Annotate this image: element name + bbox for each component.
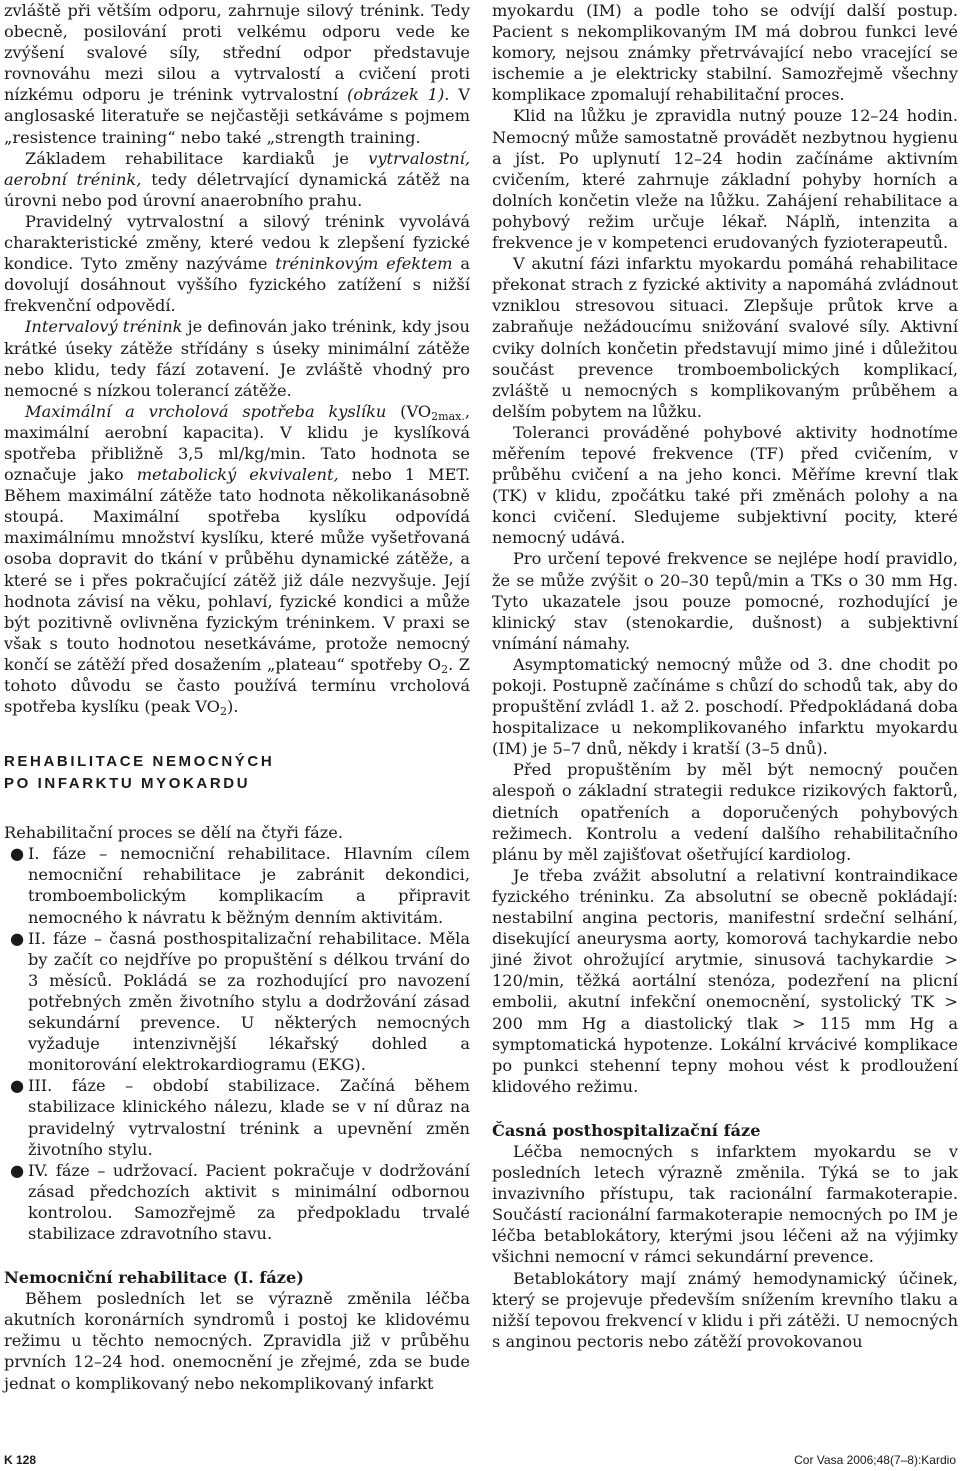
paragraph: Pro určení tepové frekvence se nejlépe hodí pravidlo, že se může zvýšit o 20–30 tepů/min a TKs o 30 mm Hg. Tyto ukazatele jsou pouze pomocné, rozhodující je klinický stav (stenokardie, dušnost) a subjektivní vnímání námahy. [492, 549, 958, 653]
right-column [492, 0, 958, 1352]
paragraph: Rehabilitační proces se dělí na čtyři fáze. [4, 823, 344, 843]
paragraph: myokardu (IM) a podle toho se odvíjí další postup. Pacient s nekomplikovaným IM má dobrou funkci levé komory, nejsou známky přetrvávající nebo vracející se ischemie a je elektricky stabilní. Samozřejmě všechny komplikace zpomalují rehabilitační proces. [492, 1, 958, 105]
list-item: ● III. fáze – období stabilizace. Začíná během stabilizace klinického nálezu, klade se v ní důraz na pravidelný vytrvalostní trénink a upevnění změn životního stylu. [10, 1076, 470, 1159]
list-item: ● II. fáze – časná posthospitalizační rehabilitace. Měla by začít co nejdříve po propuštění s délkou trvání do 3 měsíců. Pokládá se za rozhodující pro navození potřebných změn životního stylu a dodržování zásad sekundární prevence. U některých nemocných vyžaduje intenzivnější lékařský dohled a monitorování elektrokardiogramu (EKG). [10, 928, 470, 1075]
list-item: ● IV. fáze – udržovací. Pacient pokračuje v dodržování zásad předchozích aktivit s minimální odbornou kontrolou. Samozřejmě za předpokladu trvalé stabilizace zdravotního stavu. [10, 1160, 470, 1243]
paragraph: Je třeba zvážit absolutní a relativní kontraindikace fyzického tréninku. Za absolutní se obecně pokládají: nestabilní angina pectoris, manifestní srdeční selhání, disekující aneurysma aorty, komorová tachykardie nebo jiné život ohrožující arytmie, sinusová tachykardie > 120/min, těžká aortální stenóza, podezření na plicní embolii, akutní infekční onemocnění, systolický TK > 200 mm Hg a diastolický tlak > 115 mm Hg a symptomatická hypotenze. Lokální krvácivé komplikace po punkci stehenní tepny mohou vést k prodloužení klidového režimu. [492, 865, 958, 1096]
paragraph: Asymptomatický nemocný může od 3. dne chodit po pokoji. Postupně začínáme s chůzí do schodů tak, aby do propuštění zvládl 1. až 2. poschodí. Předpokládaná doba hospitalizace u nekomplikovaného infarktu myokardu (IM) je 5–7 dnů, někdy i kratší (3–5 dnů). [492, 654, 958, 759]
paragraph: Betablokátory mají známý hemodynamický účinek, který se projevuje především snížením krevního tlaku a nižší tepovou frekvencí v klidu i při zátěži. U nemocných s anginou pectoris nebo zátěží provokovanou [492, 1268, 958, 1351]
subsection-heading: Časná posthospitalizační fáze [492, 1120, 761, 1140]
paragraph: Intervalový trénink je definován jako trénink, kdy jsou krátké úseky zátěže střídány s úseky minimální zátěže nebo klidu, tedy fází zotavení. Je zvláště vhodný pro nemocné s nízkou tolerancí zátěže. [4, 317, 470, 400]
paragraph: Během posledních let se výrazně změnila léčba akutních koronárních syndromů i postoj ke klidovému režimu u těchto nemocných. Zpravidla již v průběhu prvních 12–24 hod. onemocnění je zřejmé, zda se bude jednat o komplikovaný nebo nekomplikovaný infarkt [4, 1289, 470, 1393]
bullet-icon: ● [10, 1160, 25, 1180]
paragraph: V akutní fázi infarktu myokardu pomáhá rehabilitace překonat strach z fyzické aktivity a napomáhá zvládnout vzniklou stresovou situaci. Zlepšuje průtok krve a zabraňuje nežádoucímu snižování svalové síly. Aktivní cviky dolních končetin představují mimo jiné i důležitou součást prevence tromboembolických komplikací, zvláště u nemocných s komplikovaným průběhem a delším pobytem na lůžku. [492, 254, 958, 421]
journal-citation: Cor Vasa 2006;48(7–8):Kardio [794, 1453, 956, 1467]
paragraph: Léčba nemocných s infarktem myokardu se v posledních letech výrazně změnila. Týká se to jak invazivního přístupu, tak racionální farmakoterapie. Součástí racionální farmakoterapie nemocných po IM je léčba betablokátory, kterými jsou léčeni až na výjimky všichni nemocní v rámci sekundární prevence. [492, 1141, 958, 1267]
section-heading: REHABILITACE NEMOCNÝCH PO INFARKTU MYOKARDU [4, 753, 275, 793]
paragraph: Klid na lůžku je zpravidla nutný pouze 12–24 hodin. Nemocný může samostatně provádět nezbytnou hygienu a jíst. Po uplynutí 12–24 hodin začínáme aktivním cvičením, které zahrnuje základní pohyby horních a dolních končetin vleže na lůžku. Zahájení rehabilitace a pohybový režim určuje lékař. Náplň, intenzita a frekvence je v kompetenci erudovaných fyzioterapeutů. [492, 106, 958, 253]
phase-list [4, 843, 470, 1244]
paragraph: Pravidelný vytrvalostní a silový trénink vyvolává charakteristické změny, které vedou k zlepšení fyzické kondice. Tyto změny nazýváme tréninkovým efektem a dovolují dosáhnout vyššího fyzického zatížení s nižší frekvenční odpovědí. [4, 211, 471, 316]
bullet-icon: ● [10, 1076, 25, 1096]
page-number: K 128 [4, 1453, 37, 1467]
list-item: ● I. fáze – nemocniční rehabilitace. Hlavním cílem nemocniční rehabilitace je zabránit dekondici, tromboembolickým komplikacím a připravit nemocného k návratu k běžným denním aktivitám. [10, 844, 470, 927]
paragraph: Maximální a vrcholová spotřeba kyslíku ($VO_{2max.}$, maximální aerobní kapacita). V klidu je kyslíková spotřeba přibližně 3,5 ml/kg/min. Tato hodnota se označuje jako metabolický ekvivalent, nebo 1 MET. Během maximální zátěže tato hodnota několikanásobně stoupá. Maximální spotřeba kyslíku odpovídá maximálnímu množství kyslíku, které může vyšetřovaná osoba dopravit do tkání v průběhu dynamické zátěže, a které se i přes pokračující zátěž již dále nezvyšuje. Její hodnota závisí na věku, pohlaví, fyzické kondici a může být pozitivně ovlivněna fyzickým tréninkem. V praxi se však s touto hodnotou nesetkáváme, protože nemocný končí se zátěží před dosažením „plateau“ spotřeby $O_2$. Z tohoto důvodu se často používá termínu vrcholová spotřeba kyslíku (peak $VO_2$). [4, 401, 470, 719]
paragraph: zvláště při větším odporu, zahrnuje silový trénink. Tedy obecně, posilování proti velkému odporu vede ke zvýšení svalové síly, střední odpor představuje rovnováhu mezi silou a vytrvalostí a cvičení proti nízkému odporu je trénink vytrvalostní (obrázek 1). V anglosaské literatuře se nejčastěji setkáváme s pojmem „resistence training“ nebo také „strength training. [4, 1, 471, 147]
left-column [4, 0, 470, 1394]
bullet-icon: ● [10, 928, 25, 948]
paragraph: Toleranci prováděné pohybové aktivity hodnotíme měřením tepové frekvence (TF) před cvičením, v průběhu cvičení a na jeho konci. Měříme krevní tlak (TK) v klidu, zpočátku také při změnách polohy a na konci cvičení. Sledujeme subjektivní pocity, které nemocný udává. [492, 422, 958, 548]
paragraph: Základem rehabilitace kardiaků je vytrvalostní, aerobní trénink, tedy déletrvající dynamická zátěž na úrovni nebo pod úrovní anaerobního prahu. [4, 148, 470, 210]
paragraph: Před propuštěním by měl být nemocný poučen alespoň o základní strategii redukce rizikových faktorů, dietních opatřeních a doporučených pohybových režimech. Kontrolu a vedení dalšího rehabilitačního plánu by měl zajišťovat ošetřující kardiolog. [492, 760, 958, 864]
subsection-heading: Nemocniční rehabilitace (I. fáze) [4, 1268, 304, 1288]
bullet-icon: ● [10, 844, 25, 864]
